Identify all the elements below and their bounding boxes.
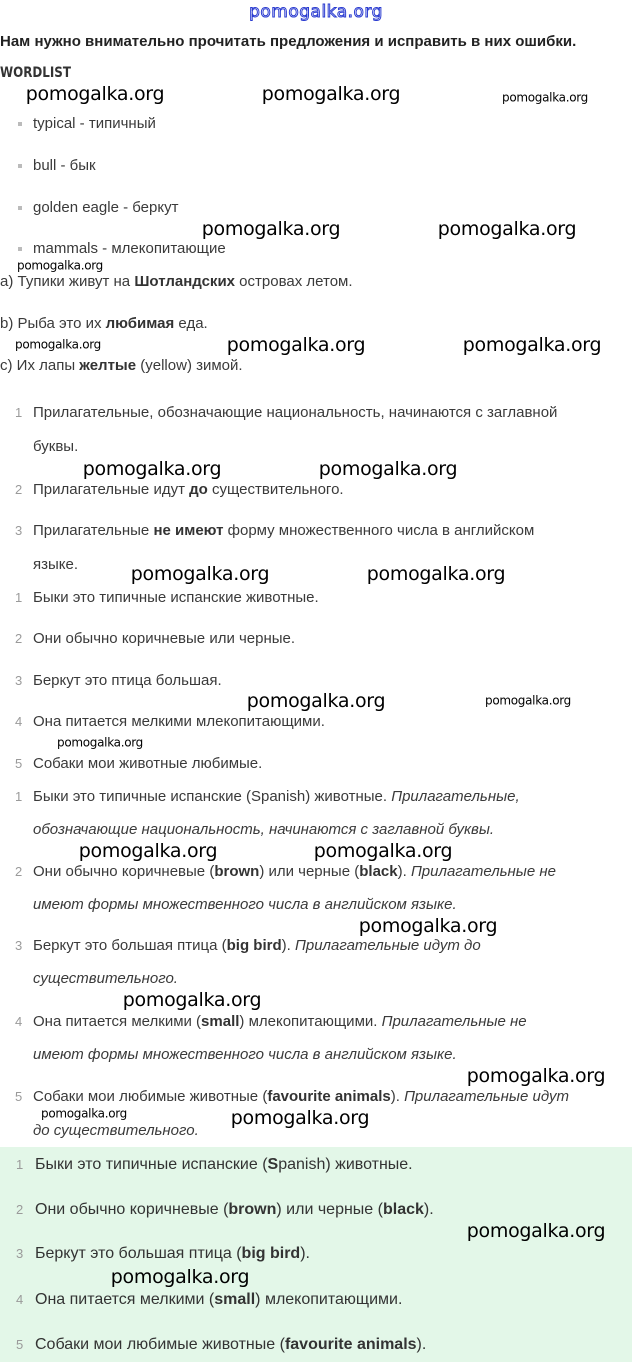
text-line-bullet — [33, 239, 226, 259]
bold-text: любимая — [105, 315, 175, 332]
text-segment: mammals - млекопитающие — [33, 240, 226, 257]
list-number: 2 — [15, 631, 23, 646]
watermark: pomogalka.org — [78, 840, 218, 862]
list-number: 5 — [15, 1089, 23, 1104]
text-line-num — [15, 712, 325, 732]
text-segment: Беркут это большая птица ( — [35, 1245, 242, 1262]
watermark: pomogalka.org — [57, 735, 143, 750]
text-segment: Она питается мелкими млекопитающими. — [33, 713, 325, 730]
text-segment: Она питается мелкими ( — [35, 1291, 215, 1308]
text-line-num — [15, 862, 556, 882]
list-number: 3 — [16, 1246, 24, 1261]
text-segment: ). — [390, 1088, 405, 1105]
list-number: 2 — [15, 864, 23, 879]
bold-text: small — [201, 1013, 240, 1030]
text-line-num — [15, 403, 558, 423]
text-segment: существительного. — [207, 481, 344, 498]
text-line-num — [15, 521, 535, 541]
bold-text: black — [382, 1201, 424, 1218]
watermark: pomogalka.org — [110, 1266, 250, 1288]
watermark: pomogalka.org — [41, 1106, 127, 1121]
text-segment: Собаки мои любимые животные ( — [33, 1088, 268, 1105]
bold-text: желтые — [79, 357, 137, 374]
text-segment: Она питается мелкими ( — [33, 1013, 202, 1030]
text-line-plain — [0, 314, 208, 334]
text-segment: форму множественного числа в английском — [223, 522, 535, 539]
text-line-wordlist — [0, 63, 71, 83]
text-line-num — [15, 671, 222, 691]
italic-text: имеют формы множественного числа в английском языке. — [33, 1046, 457, 1063]
text-line-num — [15, 936, 481, 956]
text-line-bullet — [33, 114, 156, 134]
text-segment: panish) животные. — [278, 1156, 413, 1173]
watermark: pomogalka.org — [366, 563, 506, 585]
text-segment: Они обычно коричневые ( — [35, 1201, 229, 1218]
text-line-num — [33, 555, 78, 575]
list-number: 1 — [15, 405, 23, 420]
bullet-icon — [18, 247, 22, 251]
list-number: 1 — [15, 590, 23, 605]
watermark: pomogalka.org — [130, 563, 270, 585]
text-line-num — [15, 1087, 569, 1107]
text-segment: ). — [300, 1245, 310, 1262]
text-line-num — [15, 480, 344, 500]
text-segment: Беркут это птица большая. — [33, 672, 222, 689]
text-segment: Быки это типичные испанские ( — [35, 1156, 268, 1173]
text-segment: Быки это типичные испанские животные. — [33, 589, 319, 606]
text-line-num — [15, 787, 520, 807]
list-number: 2 — [15, 482, 23, 497]
watermark: pomogalka.org — [466, 1220, 606, 1242]
text-segment: ). — [281, 937, 295, 954]
text-line-num — [15, 588, 319, 608]
text-segment: ). — [397, 863, 411, 880]
text-segment: b) Рыба это их — [0, 315, 106, 332]
text-line-num — [15, 1012, 527, 1032]
text-line-num — [33, 437, 78, 457]
watermark: pomogalka.org — [318, 458, 458, 480]
bold-text: favourite animals — [284, 1336, 417, 1353]
text-line-num — [33, 1121, 199, 1141]
italic-text: имеют формы множественного числа в английском языке. — [33, 896, 457, 913]
text-line-green — [16, 1290, 403, 1310]
watermark: pomogalka.org — [25, 83, 165, 105]
text-segment: typical - типичный — [33, 115, 156, 132]
text-segment: буквы. — [33, 438, 79, 455]
text-segment: языке. — [33, 556, 79, 573]
text-segment: Нам нужно внимательно прочитать предложения и исправить в них ошибки. — [0, 33, 577, 50]
bold-text: small — [214, 1291, 256, 1308]
italic-text: Прилагательные, — [391, 788, 520, 805]
list-number: 3 — [15, 523, 23, 538]
watermark: pomogalka.org — [17, 258, 103, 273]
bold-text: brown — [214, 863, 260, 880]
italic-text: до существительного. — [33, 1122, 199, 1139]
text-line-green — [16, 1155, 413, 1175]
watermark: pomogalka.org — [230, 1107, 370, 1129]
watermark: pomogalka.org — [226, 334, 366, 356]
text-segment: a) Тупики живут на — [0, 273, 135, 290]
list-number: 3 — [15, 938, 23, 953]
text-line-num — [15, 754, 263, 774]
watermark: pomogalka.org — [122, 989, 262, 1011]
watermark: pomogalka.org — [358, 915, 498, 937]
text-segment: ) млекопитающими. — [239, 1013, 382, 1030]
text-segment: еда. — [174, 315, 208, 332]
text-segment: островах летом. — [235, 273, 353, 290]
text-segment: Быки это типичные испанские (Spanish) животные. — [33, 788, 392, 805]
list-number: 1 — [16, 1157, 24, 1172]
text-line-bullet — [33, 156, 96, 176]
text-segment: Собаки мои любимые животные ( — [35, 1336, 285, 1353]
bullet-icon — [18, 206, 22, 210]
list-number: 1 — [15, 789, 23, 804]
text-segment: WORDLIST — [0, 65, 71, 81]
text-segment: Прилагательные, обозначающие национальность, начинаются с заглавной — [33, 404, 558, 421]
text-line-green — [16, 1335, 427, 1355]
bold-text: favourite animals — [267, 1088, 391, 1105]
list-number: 4 — [15, 1014, 23, 1029]
watermark: pomogalka.org — [313, 840, 453, 862]
watermark: pomogalka.org — [502, 90, 588, 105]
text-segment: ) или черные ( — [276, 1201, 383, 1218]
italic-text: существительного. — [33, 970, 178, 987]
watermark: pomogalka.org — [246, 690, 386, 712]
italic-text: Прилагательные идут — [404, 1088, 569, 1105]
text-line-green — [16, 1200, 434, 1220]
text-line-num — [33, 820, 494, 840]
text-line-num — [33, 895, 457, 915]
bold-text: Шотландских — [134, 273, 236, 290]
bold-text: black — [359, 863, 398, 880]
text-segment: ) млекопитающими. — [255, 1291, 403, 1308]
list-number: 5 — [16, 1337, 24, 1352]
watermark: pomogalka.org — [15, 337, 101, 352]
list-number: 4 — [15, 714, 23, 729]
text-segment: bull - бык — [33, 157, 96, 174]
list-number: 2 — [16, 1202, 24, 1217]
text-segment: Беркут это большая птица ( — [33, 937, 227, 954]
watermark: pomogalka.org — [261, 83, 401, 105]
text-segment: ). — [423, 1201, 434, 1218]
text-line-green — [16, 1244, 310, 1264]
italic-text: Прилагательные идут до — [294, 937, 481, 954]
bullet-icon — [18, 164, 22, 168]
site-logo: pomogalka.org — [249, 2, 383, 22]
bold-text: big bird — [226, 937, 282, 954]
watermark: pomogalka.org — [437, 218, 577, 240]
text-line-bullet — [33, 198, 178, 218]
text-line-plain — [0, 272, 353, 292]
text-line-num — [33, 1045, 457, 1065]
text-segment: Они обычно коричневые ( — [33, 863, 215, 880]
watermark: pomogalka.org — [82, 458, 222, 480]
watermark: pomogalka.org — [466, 1065, 606, 1087]
text-line-num — [15, 629, 296, 649]
text-segment: golden eagle - беркут — [33, 199, 179, 216]
italic-text: Прилагательные не — [410, 863, 556, 880]
text-segment: (yellow) зимой. — [136, 357, 243, 374]
text-line-plain — [0, 356, 243, 376]
text-segment: ). — [416, 1336, 427, 1353]
bold-text: до — [189, 481, 208, 498]
watermark: pomogalka.org — [485, 693, 571, 708]
italic-text: Прилагательные не — [381, 1013, 527, 1030]
list-number: 4 — [16, 1292, 24, 1307]
watermark: pomogalka.org — [462, 334, 602, 356]
bullet-icon — [18, 122, 22, 126]
text-segment: c) Их лапы — [0, 357, 80, 374]
bold-text: brown — [228, 1201, 277, 1218]
text-line-num — [33, 969, 178, 989]
text-line-heading — [0, 32, 576, 52]
text-segment: Собаки мои животные любимые. — [33, 755, 263, 772]
bold-text: не имеют — [153, 522, 224, 539]
text-segment: Прилагательные — [33, 522, 154, 539]
italic-text: обозначающие национальность, начинаются с заглавной буквы. — [33, 821, 495, 838]
bold-text: S — [267, 1156, 279, 1173]
text-segment: Они обычно коричневые или черные. — [33, 630, 296, 647]
watermark: pomogalka.org — [201, 218, 341, 240]
text-segment: Прилагательные идут — [33, 481, 190, 498]
list-number: 5 — [15, 756, 23, 771]
list-number: 3 — [15, 673, 23, 688]
bold-text: big bird — [241, 1245, 301, 1262]
text-segment: ) или черные ( — [259, 863, 360, 880]
